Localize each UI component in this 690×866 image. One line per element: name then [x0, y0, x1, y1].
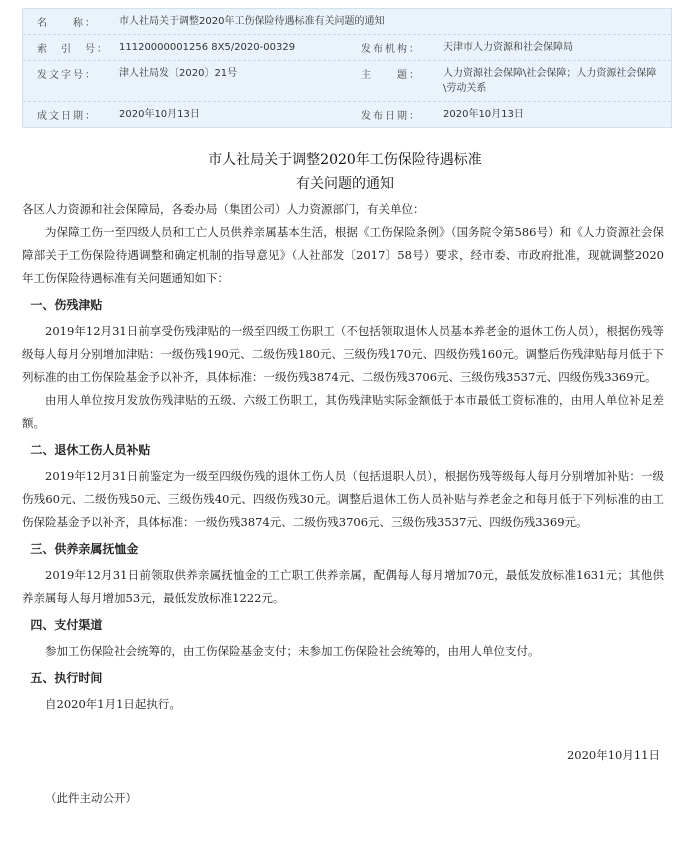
- meta-row-docno: [23, 61, 671, 102]
- meta-created-label: 成文日期：: [37, 111, 97, 122]
- section-4-paragraph-1: 参加工伤保险社会统筹的，由工伤保险基金支付；未参加工伤保险社会统筹的，由用人单位支付。: [45, 644, 540, 658]
- disclosure-note: （此件主动公开）: [45, 791, 137, 805]
- meta-created-value: 2020年10月13日: [119, 109, 200, 120]
- meta-name-label: 名 称：: [37, 18, 97, 29]
- section-1-paragraph-1: 2019年12月31日前享受伤残津贴的一级至四级工伤职工（不包括领取退休人员基本养老金的退休工伤人员），根据伤残等级每人每月分别增加津贴：一级伤残190元、二级伤残180元、三级伤残170元、四级伤残160元。调整后伤残津贴每月低于下列标准的由工伤保险基金予以补齐，具体标准：一级伤残3874元、二级伤残3706元、三级伤残3537元、四级伤残3369元。: [22, 324, 664, 384]
- meta-name-value: 市人社局关于调整2020年工伤保险待遇标准有关问题的通知: [119, 16, 385, 27]
- meta-publisher-value: 天津市人力资源和社会保障局: [443, 42, 573, 53]
- meta-subject-value: 人力资源社会保障\社会保障；人力资源社会保障\劳动关系: [443, 68, 657, 94]
- meta-subject-label: 主 题：: [361, 70, 421, 81]
- section-heading-1: 一、伤残津贴: [30, 298, 103, 312]
- meta-row-dates: [23, 102, 671, 127]
- section-3-paragraph-1: 2019年12月31日前领取供养亲属抚恤金的工亡职工供养亲属，配偶每人每月增加70元，最低发放标准1631元；其他供养亲属每人每月增加53元，最低发放标准1222元。: [22, 568, 664, 605]
- meta-docno-label: 发文字号：: [37, 70, 97, 81]
- meta-publisher-label: 发布机构：: [361, 44, 421, 55]
- document-date: 2020年10月11日: [566, 748, 660, 762]
- meta-row-name: [23, 9, 671, 35]
- intro-paragraph: 为保障工伤一至四级人员和工亡人员供养亲属基本生活，根据《工伤保险条例》（国务院令第586号）和《人力资源社会保障部关于工伤保险待遇调整和确定机制的指导意见》（人社部发〔2017〕58号）要求，经市委、市政府批准，现就调整2020年工伤保险待遇标准有关问题通知如下：: [22, 225, 664, 285]
- document-title-line-2: 有关问题的通知: [296, 176, 394, 192]
- section-heading-4: 四、支付渠道: [30, 618, 103, 632]
- section-1-paragraph-2: 由用人单位按月发放伤残津贴的五级、六级工伤职工，其伤残津贴实际金额低于本市最低工资标准的，由用人单位补足差额。: [22, 393, 664, 430]
- section-2-paragraph-1: 2019年12月31日前鉴定为一级至四级伤残的退休工伤人员（包括退职人员），根据伤残等级每人每月分别增加补贴：一级伤残60元、二级伤残50元、三级伤残40元、四级伤残30元。调整后退休工伤人员补贴与养老金之和每月低于下列标准的由工伤保险基金予以补齐，具体标准：一级伤残3874元、二级伤残3706元、三级伤残3537元、四级伤残3369元。: [22, 469, 664, 529]
- meta-published-label: 发布日期：: [361, 111, 421, 122]
- section-heading-5: 五、执行时间: [30, 671, 103, 685]
- meta-docno-value: 津人社局发〔2020〕21号: [119, 68, 238, 79]
- meta-index-value: 11120000001256 8X5/2020-00329: [119, 42, 296, 53]
- section-5-paragraph-1: 自2020年1月1日起执行。: [45, 697, 181, 711]
- document-metadata-table: [22, 8, 672, 128]
- meta-published-value: 2020年10月13日: [443, 109, 524, 120]
- salutation: 各区人力资源和社会保障局，各委办局（集团公司）人力资源部门，有关单位：: [22, 202, 425, 216]
- document-title-line-1: 市人社局关于调整2020年工伤保险待遇标准: [208, 152, 482, 168]
- section-heading-3: 三、供养亲属抚恤金: [30, 542, 139, 556]
- section-heading-2: 二、退休工伤人员补贴: [30, 443, 151, 457]
- meta-index-label: 索 引 号：: [37, 44, 109, 55]
- meta-row-index: [23, 35, 671, 61]
- document-body: [22, 198, 664, 810]
